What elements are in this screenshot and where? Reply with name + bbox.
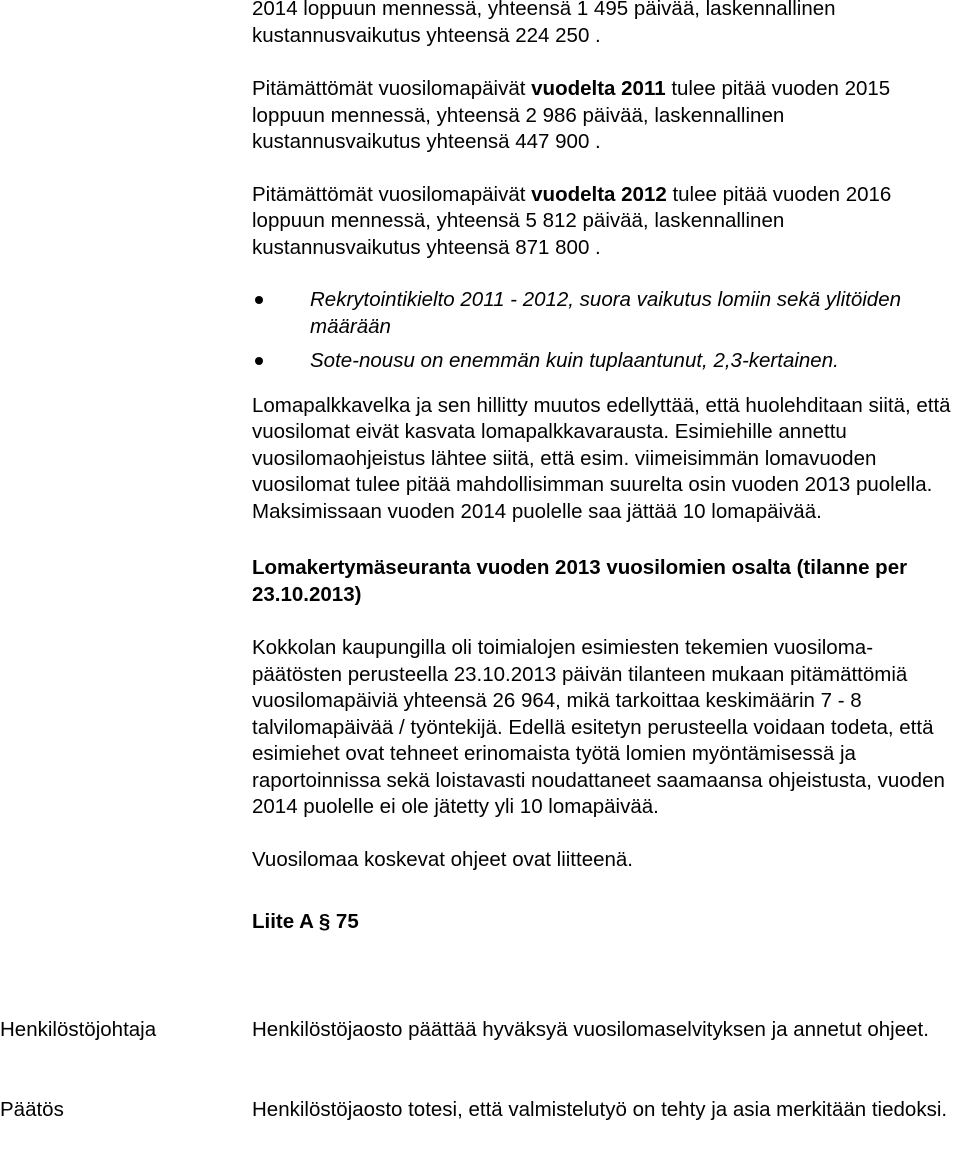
decision-label: Päätös xyxy=(0,1098,64,1121)
bullet-item-recruitment-ban xyxy=(252,287,952,340)
paragraph-instructions-attached: Vuosilomaa koskevat ohjeet ovat liitteenä. xyxy=(252,847,633,871)
bullet-item-sote-increase xyxy=(252,348,952,375)
bullet-icon xyxy=(255,296,263,304)
paragraph-leave-tracking: Kokkolan kaupungilla oli toimialojen esimiesten tekemien vuosilomapäätösten perusteella 23.10.2013 päivän tilanteen mukaan pitämättömiä vuosilomapäiviä yhteensä 26 964, mikä tarkoittaa keskimäärin 7 - 8 talvilomapäivää / työntekijä. Edellä esitetyn perusteella voidaan todeta, että esimiehet ovat tehneet erinomaista työtä lomien myöntämisessä ja raportoinnissa sekä loistavasti noudattaneet saamaansa ohjeistusta, vuoden 2014 puolelle ei ole jätetty yli 10 lomapäivää. xyxy=(252,636,945,818)
paragraph-line: kustannusvaikutus yhteensä 224 250 . xyxy=(252,23,601,47)
paragraph-2011-leave xyxy=(252,76,952,156)
attachment-reference: Liite A § 75 xyxy=(252,910,359,933)
paragraph-text: Pitämättömät vuosilomapäivät xyxy=(252,77,532,100)
bullet-icon xyxy=(255,357,263,365)
paragraph-holiday-pay-liability: Lomapalkkavelka ja sen hillitty muutos edellyttää, että huolehditaan siitä, että vuosilomat eivät kasvata lomapalkkavarausta. Esimiehille annettu vuosilomaohjeistus lähtee siitä, että esim. viimeisimmän lomavuoden vuosilomat tulee pitää mahdollisimman suurelta osin vuoden 2013 puolella. Maksimissaan vuoden 2014 puolelle saa jättää 10 lomapäivää. xyxy=(252,393,951,523)
paragraph-text: tulee pitää vuoden 2015 loppuun mennessä, yhteensä 2 986 päivää, laskennallinen kustannusvaikutus yhteensä 447 900 . xyxy=(252,77,891,153)
bullet-text: Sote-nousu on enemmän kuin tuplaantunut, 2,3-kertainen. xyxy=(310,349,839,372)
paragraph-2010-leave-continued xyxy=(252,0,952,49)
bullet-text: Rekrytointikielto 2011 - 2012, suora vaikutus lomiin sekä ylitöiden määrään xyxy=(310,288,902,338)
reasons-bullet-list xyxy=(252,287,952,375)
paragraph-emphasis: vuodelta 2011 xyxy=(531,77,666,100)
paragraph-line: 2014 loppuun mennessä, yhteensä 1 495 päivää, laskennallinen xyxy=(252,0,836,20)
paragraph-2012-leave xyxy=(252,182,952,262)
decision-text: Henkilöstöjaosto päättää hyväksyä vuosilomaselvityksen ja annetut ohjeet. xyxy=(252,1018,929,1041)
decision-text: Henkilöstöjaosto totesi, että valmistelutyö on tehty ja asia merkitään tiedoksi. xyxy=(252,1098,948,1121)
paragraph-text: tulee pitää vuoden 2016 loppuun mennessä, yhteensä 5 812 päivää, laskennallinen kustannusvaikutus yhteensä 871 800 . xyxy=(252,182,892,259)
paragraph-emphasis: vuodelta 2012 xyxy=(531,182,667,206)
paragraph-text: Pitämättömät vuosilomapäivät xyxy=(252,182,532,206)
decision-label: Henkilöstöjohtaja xyxy=(0,1018,157,1041)
main-text-column xyxy=(252,0,952,936)
section-heading: Lomakertymäseuranta vuoden 2013 vuosilomien osalta (tilanne per 23.10.2013) xyxy=(252,556,908,606)
